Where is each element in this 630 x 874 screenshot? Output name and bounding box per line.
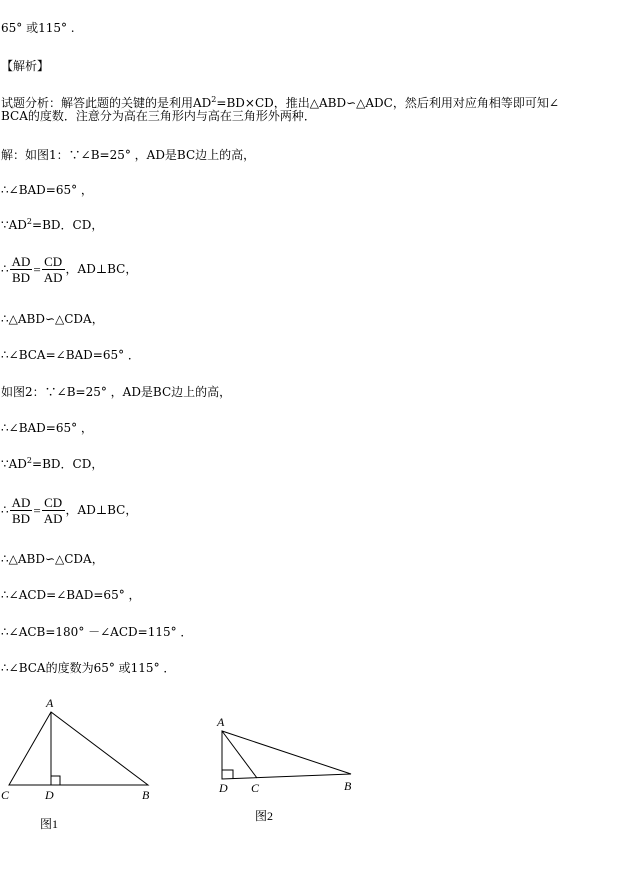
fig2-step-angle-acd: ∴∠ACD=∠BAD=65° ， [1,588,141,602]
fig2-label-a: A [217,715,225,729]
fig2-frac-right-num: CD [42,495,65,511]
fig1-step-conclusion: ∴∠BCA=∠BAD=65° ． [1,348,140,362]
fig2-label-d: D [219,781,228,795]
fig1-step-angle-bad: ∴∠BAD=65° ， [1,183,93,197]
analysis-text-line2: BCA的度数．注意分为高在三角形内与高在三角形外两种． [1,109,316,123]
figure-2 [222,731,351,779]
section-title: 【解析】 [1,59,50,73]
fig2-ad-text: ∵AD [1,457,27,471]
fig1-label-d: D [45,788,54,802]
fig2-frac-left-num: AD [11,495,31,510]
fig1-right-angle-mark [51,776,60,785]
fig2-triangle-abd [222,731,351,779]
fig1-frac-eq: = [33,262,41,277]
fig1-label-b: B [142,788,150,802]
fig2-frac-eq: = [33,503,41,518]
fig2-step-angle-acb: ∴∠ACB=180° －∠ACD=115° ． [1,625,193,639]
fig2-frac-right-den: AD [43,511,63,526]
fig2-step-angle-bad: ∴∠BAD=65° ， [1,421,93,435]
fig2-step-similar: ∴△ABD∽△CDA， [1,552,104,566]
fig1-therefore: ∴ [1,262,9,276]
fig2-sup: 2 [26,456,33,465]
fig1-frac-right-num: CD [42,254,65,270]
fig2-caption: 图2 [255,809,274,823]
fig2-right-angle-mark [222,770,233,779]
analysis-superscript: 2 [211,95,217,104]
fig2-therefore: ∴ [1,503,9,517]
fig1-triangle-abc [9,712,148,785]
fig1-bd-cd-text: =BD．CD， [32,218,104,232]
fig2-frac-left-den: BD [12,511,31,526]
analysis-part1: 试题分析：解答此题的关键的是利用AD [1,96,212,110]
fig2-segment-ac [222,731,257,778]
fig1-frac-left-den: BD [12,270,31,285]
fig2-step-given: 如图2：∵∠B=25° ，AD是BC边上的高， [1,385,232,399]
fig2-label-c: C [251,781,260,795]
fig1-frac-right-den: AD [43,270,63,285]
fig1-frac-left-num: AD [11,254,31,269]
fig1-perpendicular: ，AD⊥BC， [65,262,138,276]
fig2-bd-cd-text: =BD．CD， [32,457,104,471]
fig2-perpendicular: ，AD⊥BC， [65,503,138,517]
fig1-ad-text: ∵AD [1,218,27,232]
fig2-label-b: B [344,779,352,793]
fig1-sup: 2 [26,217,33,226]
fig1-caption: 图1 [40,817,59,831]
fig1-label-a: A [46,696,54,710]
fig1-step-given: 解：如图1：∵∠B=25° ，AD是BC边上的高， [1,148,256,162]
analysis-part2: =BD×CD，推出△ABD∽△ADC，然后利用对应角相等即可知∠ [216,96,559,110]
figure-1 [9,712,148,785]
fig1-label-c: C [1,788,10,802]
fig2-step-final: ∴∠BCA的度数为65° 或115° ． [1,661,176,675]
fig1-step-similar: ∴△ABD∽△CDA， [1,312,104,326]
answer-line: 65° 或115° . [1,21,75,35]
